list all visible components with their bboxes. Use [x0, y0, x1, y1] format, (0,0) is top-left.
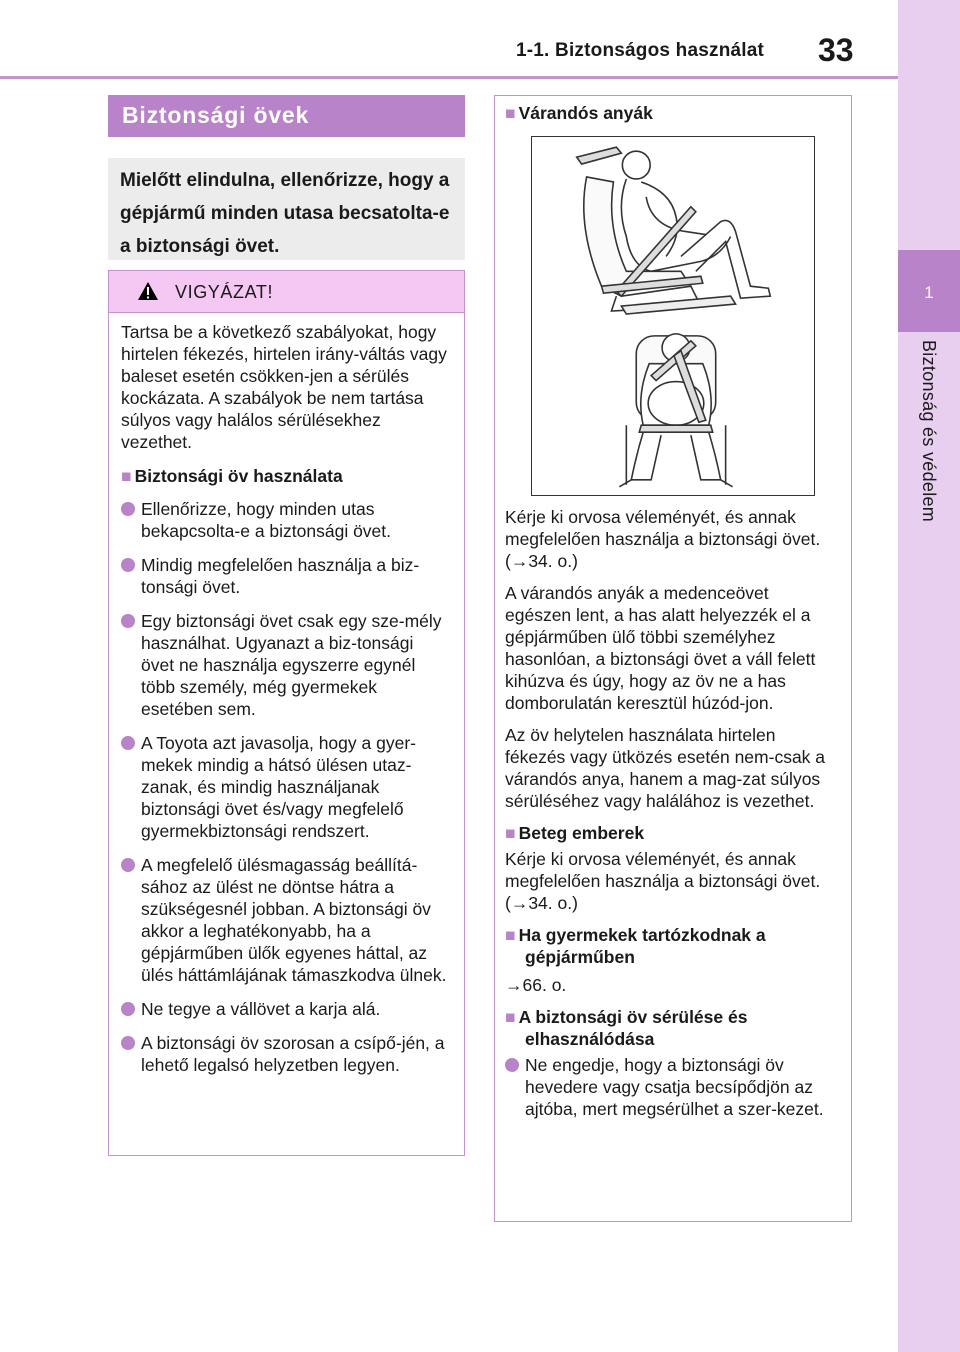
chapter-side-tab [898, 0, 960, 1352]
sick-heading-text: Beteg emberek [518, 823, 645, 843]
square-marker-icon: ■ [505, 1007, 516, 1027]
square-marker-icon: ■ [121, 466, 132, 486]
round-bullet-icon [121, 736, 135, 750]
round-bullet-icon [121, 502, 135, 516]
warning-bullet-text: Ne tegye a vállövet a karja alá. [141, 999, 381, 1019]
warning-bullet [121, 998, 448, 1020]
chapter-title: Biztonság és védelem [919, 340, 939, 523]
warning-subheading-text: Biztonsági öv használata [134, 466, 343, 486]
warning-bullet-text: A megfelelő ülésmagasság beállítá-sához az ülést ne döntse hátra a szükségesnél jobban. A biztonsági öv akkor a leghatékonyabb, ha a gépjárműben ülők egyenes háttal, az ülés háttámlájának támaszkodva ülnek. [141, 855, 447, 985]
warning-bullet [121, 610, 448, 720]
pregnant-paragraph-1: Kérje ki orvosa véleményét, és annak megfelelően használja a biztonsági övet. (→34. o.) [505, 507, 821, 571]
damage-heading [505, 1006, 839, 1050]
warning-bullet [121, 498, 448, 542]
sick-heading [505, 822, 839, 844]
square-marker-icon: ■ [505, 925, 516, 945]
intro-box: Mielőtt elindulna, ellenőrizze, hogy a gépjármű minden utasa becsatolta-e a biztonsági övet. [108, 158, 465, 260]
pregnant-heading-text: Várandós anyák [518, 103, 653, 123]
round-bullet-icon [121, 1036, 135, 1050]
warning-bullet [121, 554, 448, 598]
pregnant-paragraph-2: A várandós anyák a medenceövet egészen lent, a has alatt helyezzék el a gépjárműben ülő többi személyhez hasonlóan, a biztonsági övet a váll felett kihúzva és úgy, hogy az öv ne a has domborulatán keresztül húzód-jon. [505, 583, 816, 713]
warning-bullet-text: Ellenőrizze, hogy minden utas bekapcsolta-e a biztonsági övet. [141, 499, 392, 541]
warning-bullet-text: Egy biztonsági övet csak egy sze-mély használhat. Ugyanazt a biz-tonsági övet ne használja egyszerre egynél több személy, még gyermekek esetében sem. [141, 611, 442, 719]
warning-title: VIGYÁZAT! [175, 282, 274, 302]
warning-bullet-text: Mindig megfelelően használja a biz-tonsági övet. [141, 555, 420, 597]
children-heading-text: Ha gyermekek tartózkodnak a gépjárműben [518, 925, 766, 967]
warning-box [108, 270, 465, 1156]
warning-body [109, 313, 464, 1076]
damage-bullet-text: Ne engedje, hogy a biztonsági öv hevedere vagy csatja becsípődjön az ajtóba, mert megsérülhet a szer-kezet. [525, 1055, 824, 1119]
warning-bullet [121, 732, 448, 842]
pregnant-seatbelt-drawing [532, 137, 814, 495]
warning-subheading [121, 465, 448, 487]
warning-intro: Tartsa be a következő szabályokat, hogy hirtelen fékezés, hirtelen irány-váltás vagy baleset esetén csökken-jen a sérülés kockázata. A szabályok be nem tartása súlyos vagy halálos sérülésekhez vezethet. [121, 322, 447, 452]
round-bullet-icon [121, 558, 135, 572]
header-divider [0, 76, 898, 79]
pregnant-paragraph-3: Az öv helytelen használata hirtelen fékezés vagy ütközés esetén nem-csak a várandós anya, hanem a mag-zat súlyos sérüléséhez vagy halálához is vezethet. [505, 725, 826, 811]
children-reference: →66. o. [505, 975, 567, 995]
warning-triangle-icon [137, 281, 159, 301]
warning-bullet [121, 1032, 448, 1076]
page-number: 33 [818, 32, 854, 68]
info-box [494, 95, 852, 1222]
square-marker-icon: ■ [505, 823, 516, 843]
seatbelt-illustration [531, 136, 815, 496]
sick-paragraph: Kérje ki orvosa véleményét, és annak megfelelően használja a biztonsági övet. (→34. o.) [505, 849, 821, 913]
warning-header [109, 271, 464, 313]
square-marker-icon: ■ [505, 103, 516, 123]
round-bullet-icon [121, 858, 135, 872]
damage-bullet [505, 1054, 839, 1120]
round-bullet-icon [121, 614, 135, 628]
damage-heading-text: A biztonsági öv sérülése és elhasználódása [518, 1007, 748, 1049]
children-heading [505, 924, 839, 968]
running-header-title: 1-1. Biztonságos használat [516, 40, 765, 61]
warning-bullet-text: A Toyota azt javasolja, hogy a gyer-mekek mindig a hátsó ülésen utaz-zanak, és mindig használjanak biztonsági övet és/vagy megfelelő gyermekbiztonsági rendszert. [141, 733, 416, 841]
section-title: Biztonsági övek [108, 95, 465, 137]
chapter-number: 1 [898, 250, 960, 332]
pregnant-heading [505, 102, 839, 124]
round-bullet-icon [505, 1058, 519, 1072]
warning-bullet-text: A biztonsági öv szorosan a csípő-jén, a lehető legalsó helyzetben legyen. [141, 1033, 445, 1075]
round-bullet-icon [121, 1002, 135, 1016]
warning-bullet [121, 854, 448, 986]
